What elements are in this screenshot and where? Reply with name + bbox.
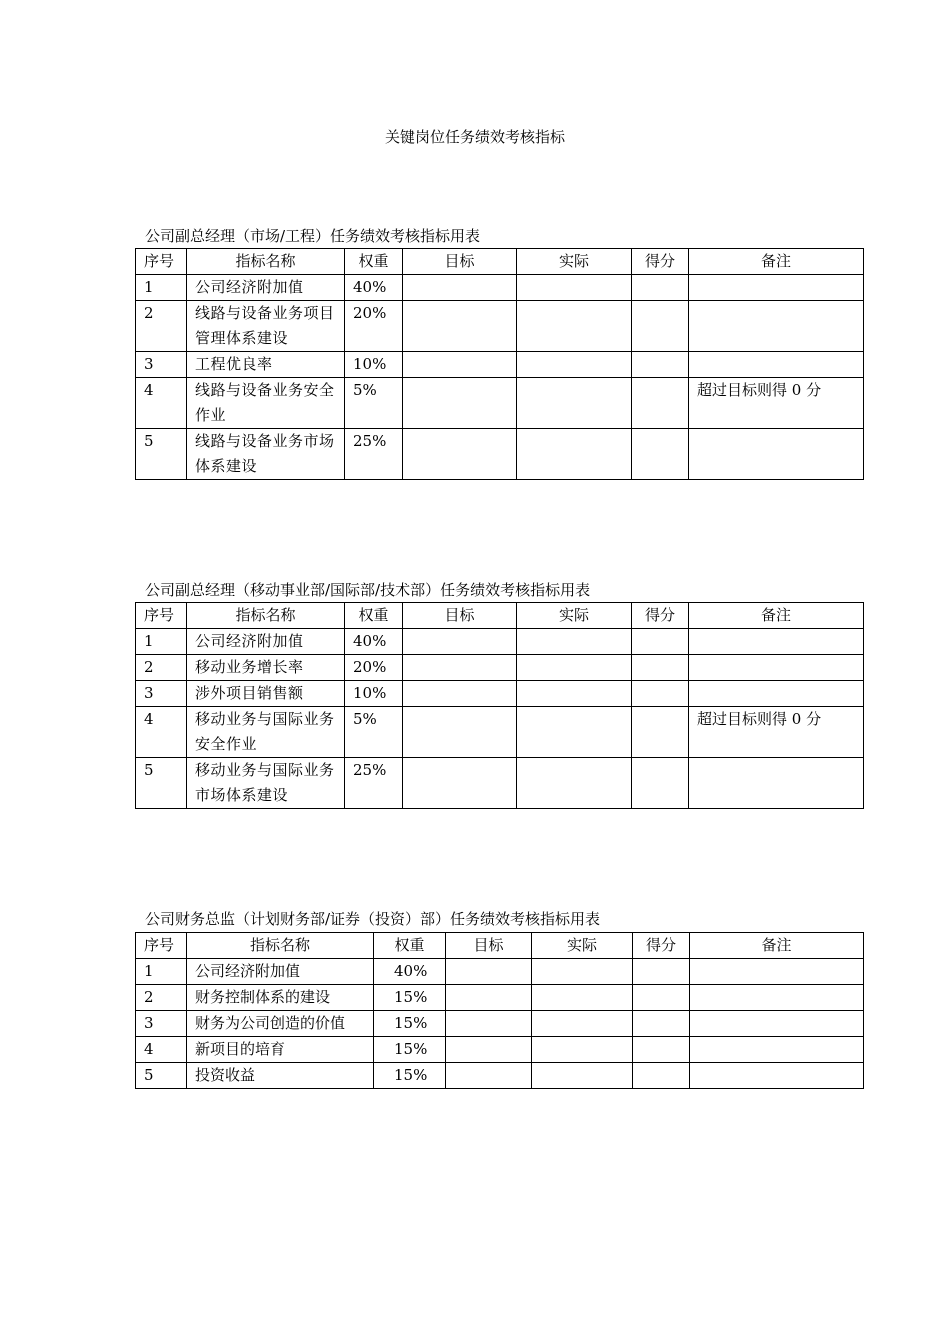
- cell-score[interactable]: [632, 378, 689, 429]
- cell-name: 工程优良率: [187, 352, 345, 378]
- table-row: [136, 1011, 864, 1037]
- cell-target[interactable]: [403, 655, 517, 681]
- cell-target[interactable]: [403, 758, 517, 809]
- cell-actual[interactable]: [517, 352, 632, 378]
- cell-score[interactable]: [633, 1037, 690, 1063]
- cell-score[interactable]: [632, 707, 689, 758]
- header-target: 目标: [403, 249, 517, 275]
- cell-seq: 3: [136, 1011, 187, 1037]
- cell-weight: 10%: [345, 681, 403, 707]
- cell-target[interactable]: [446, 1063, 532, 1089]
- table-caption: 公司财务总监（计划财务部/证券（投资）部）任务绩效考核指标用表: [145, 910, 601, 928]
- cell-weight: 40%: [345, 275, 403, 301]
- cell-name: 新项目的培育: [187, 1037, 374, 1063]
- table-row: [136, 655, 864, 681]
- table-row: [136, 985, 864, 1011]
- cell-target[interactable]: [403, 707, 517, 758]
- cell-score[interactable]: [632, 681, 689, 707]
- table-row: [136, 429, 864, 480]
- cell-actual[interactable]: [517, 629, 632, 655]
- header-score: 得分: [632, 603, 689, 629]
- cell-score[interactable]: [633, 985, 690, 1011]
- cell-score[interactable]: [632, 629, 689, 655]
- cell-name: 线路与设备业务市场体系建设: [187, 429, 345, 480]
- cell-weight: 20%: [345, 655, 403, 681]
- table-caption: 公司副总经理（移动事业部/国际部/技术部）任务绩效考核指标用表: [145, 581, 591, 599]
- cell-actual[interactable]: [532, 1037, 633, 1063]
- cell-score[interactable]: [633, 1011, 690, 1037]
- document-title: 关键岗位任务绩效考核指标: [384, 128, 565, 146]
- kpi-table-3: [135, 932, 864, 1089]
- header-seq: 序号: [136, 933, 187, 959]
- cell-weight: 5%: [345, 378, 403, 429]
- header-weight: 权重: [345, 603, 403, 629]
- cell-remark: [689, 655, 864, 681]
- cell-seq: 4: [136, 378, 187, 429]
- cell-remark: [689, 429, 864, 480]
- header-weight: 权重: [374, 933, 446, 959]
- cell-actual[interactable]: [517, 758, 632, 809]
- header-weight: 权重: [345, 249, 403, 275]
- header-actual: 实际: [517, 249, 632, 275]
- header-name: 指标名称: [187, 933, 374, 959]
- header-actual: 实际: [517, 603, 632, 629]
- cell-remark: [689, 301, 864, 352]
- cell-name: 移动业务与国际业务安全作业: [187, 707, 345, 758]
- cell-actual[interactable]: [517, 275, 632, 301]
- cell-seq: 4: [136, 707, 187, 758]
- cell-weight: 40%: [345, 629, 403, 655]
- kpi-table-1: [135, 248, 864, 480]
- cell-remark: [689, 629, 864, 655]
- table-header-row: [136, 933, 864, 959]
- cell-score[interactable]: [632, 275, 689, 301]
- cell-seq: 1: [136, 959, 187, 985]
- header-remark: 备注: [690, 933, 864, 959]
- cell-name: 投资收益: [187, 1063, 374, 1089]
- cell-actual[interactable]: [517, 429, 632, 480]
- table-row: [136, 1037, 864, 1063]
- cell-score[interactable]: [632, 429, 689, 480]
- kpi-table-2: [135, 602, 864, 809]
- cell-weight: 25%: [345, 758, 403, 809]
- cell-seq: 2: [136, 655, 187, 681]
- cell-actual[interactable]: [532, 985, 633, 1011]
- cell-seq: 1: [136, 275, 187, 301]
- cell-weight: 25%: [345, 429, 403, 480]
- cell-weight: 15%: [374, 1011, 446, 1037]
- cell-seq: 5: [136, 429, 187, 480]
- cell-actual[interactable]: [517, 681, 632, 707]
- cell-name: 移动业务与国际业务市场体系建设: [187, 758, 345, 809]
- cell-target[interactable]: [403, 378, 517, 429]
- cell-actual[interactable]: [532, 1011, 633, 1037]
- table-row: [136, 629, 864, 655]
- cell-seq: 2: [136, 985, 187, 1011]
- table-row: [136, 275, 864, 301]
- cell-target[interactable]: [403, 629, 517, 655]
- header-remark: 备注: [689, 603, 864, 629]
- table-row: [136, 707, 864, 758]
- cell-weight: 5%: [345, 707, 403, 758]
- cell-score[interactable]: [633, 959, 690, 985]
- table-row: [136, 681, 864, 707]
- cell-actual[interactable]: [517, 301, 632, 352]
- table-row: [136, 959, 864, 985]
- cell-weight: 15%: [374, 1037, 446, 1063]
- table-row: [136, 352, 864, 378]
- cell-remark: 超过目标则得 0 分: [689, 707, 864, 758]
- cell-remark: [689, 275, 864, 301]
- table-row: [136, 758, 864, 809]
- cell-remark: 超过目标则得 0 分: [689, 378, 864, 429]
- cell-remark: [690, 1011, 864, 1037]
- cell-seq: 5: [136, 1063, 187, 1089]
- table-row: [136, 378, 864, 429]
- cell-actual[interactable]: [517, 655, 632, 681]
- cell-target[interactable]: [403, 681, 517, 707]
- cell-target[interactable]: [446, 959, 532, 985]
- cell-name: 财务为公司创造的价值: [187, 1011, 374, 1037]
- cell-weight: 15%: [374, 1063, 446, 1089]
- cell-name: 公司经济附加值: [187, 629, 345, 655]
- header-actual: 实际: [532, 933, 633, 959]
- cell-seq: 4: [136, 1037, 187, 1063]
- cell-weight: 20%: [345, 301, 403, 352]
- cell-target[interactable]: [403, 429, 517, 480]
- table-caption: 公司副总经理（市场/工程）任务绩效考核指标用表: [145, 227, 481, 245]
- cell-name: 线路与设备业务项目管理体系建设: [187, 301, 345, 352]
- cell-score[interactable]: [632, 301, 689, 352]
- header-score: 得分: [633, 933, 690, 959]
- cell-remark: [690, 1037, 864, 1063]
- cell-score[interactable]: [633, 1063, 690, 1089]
- cell-remark: [689, 758, 864, 809]
- cell-name: 移动业务增长率: [187, 655, 345, 681]
- cell-weight: 10%: [345, 352, 403, 378]
- cell-remark: [690, 1063, 864, 1089]
- cell-name: 财务控制体系的建设: [187, 985, 374, 1011]
- cell-name: 涉外项目销售额: [187, 681, 345, 707]
- cell-actual[interactable]: [532, 959, 633, 985]
- cell-name: 公司经济附加值: [187, 275, 345, 301]
- cell-seq: 3: [136, 352, 187, 378]
- cell-target[interactable]: [403, 352, 517, 378]
- cell-seq: 1: [136, 629, 187, 655]
- cell-remark: [690, 959, 864, 985]
- cell-target[interactable]: [446, 985, 532, 1011]
- table-header-row: [136, 603, 864, 629]
- cell-remark: [689, 352, 864, 378]
- cell-target[interactable]: [403, 301, 517, 352]
- cell-actual[interactable]: [517, 378, 632, 429]
- cell-score[interactable]: [632, 352, 689, 378]
- cell-name: 线路与设备业务安全作业: [187, 378, 345, 429]
- cell-weight: 40%: [374, 959, 446, 985]
- header-name: 指标名称: [187, 603, 345, 629]
- header-seq: 序号: [136, 249, 187, 275]
- cell-seq: 2: [136, 301, 187, 352]
- cell-seq: 5: [136, 758, 187, 809]
- cell-remark: [689, 681, 864, 707]
- header-seq: 序号: [136, 603, 187, 629]
- cell-weight: 15%: [374, 985, 446, 1011]
- cell-actual[interactable]: [532, 1063, 633, 1089]
- cell-seq: 3: [136, 681, 187, 707]
- header-remark: 备注: [689, 249, 864, 275]
- header-score: 得分: [632, 249, 689, 275]
- cell-score[interactable]: [632, 758, 689, 809]
- cell-actual[interactable]: [517, 707, 632, 758]
- cell-target[interactable]: [446, 1011, 532, 1037]
- header-target: 目标: [446, 933, 532, 959]
- cell-score[interactable]: [632, 655, 689, 681]
- table-header-row: [136, 249, 864, 275]
- table-row: [136, 301, 864, 352]
- header-target: 目标: [403, 603, 517, 629]
- cell-target[interactable]: [403, 275, 517, 301]
- cell-remark: [690, 985, 864, 1011]
- header-name: 指标名称: [187, 249, 345, 275]
- cell-target[interactable]: [446, 1037, 532, 1063]
- cell-name: 公司经济附加值: [187, 959, 374, 985]
- table-row: [136, 1063, 864, 1089]
